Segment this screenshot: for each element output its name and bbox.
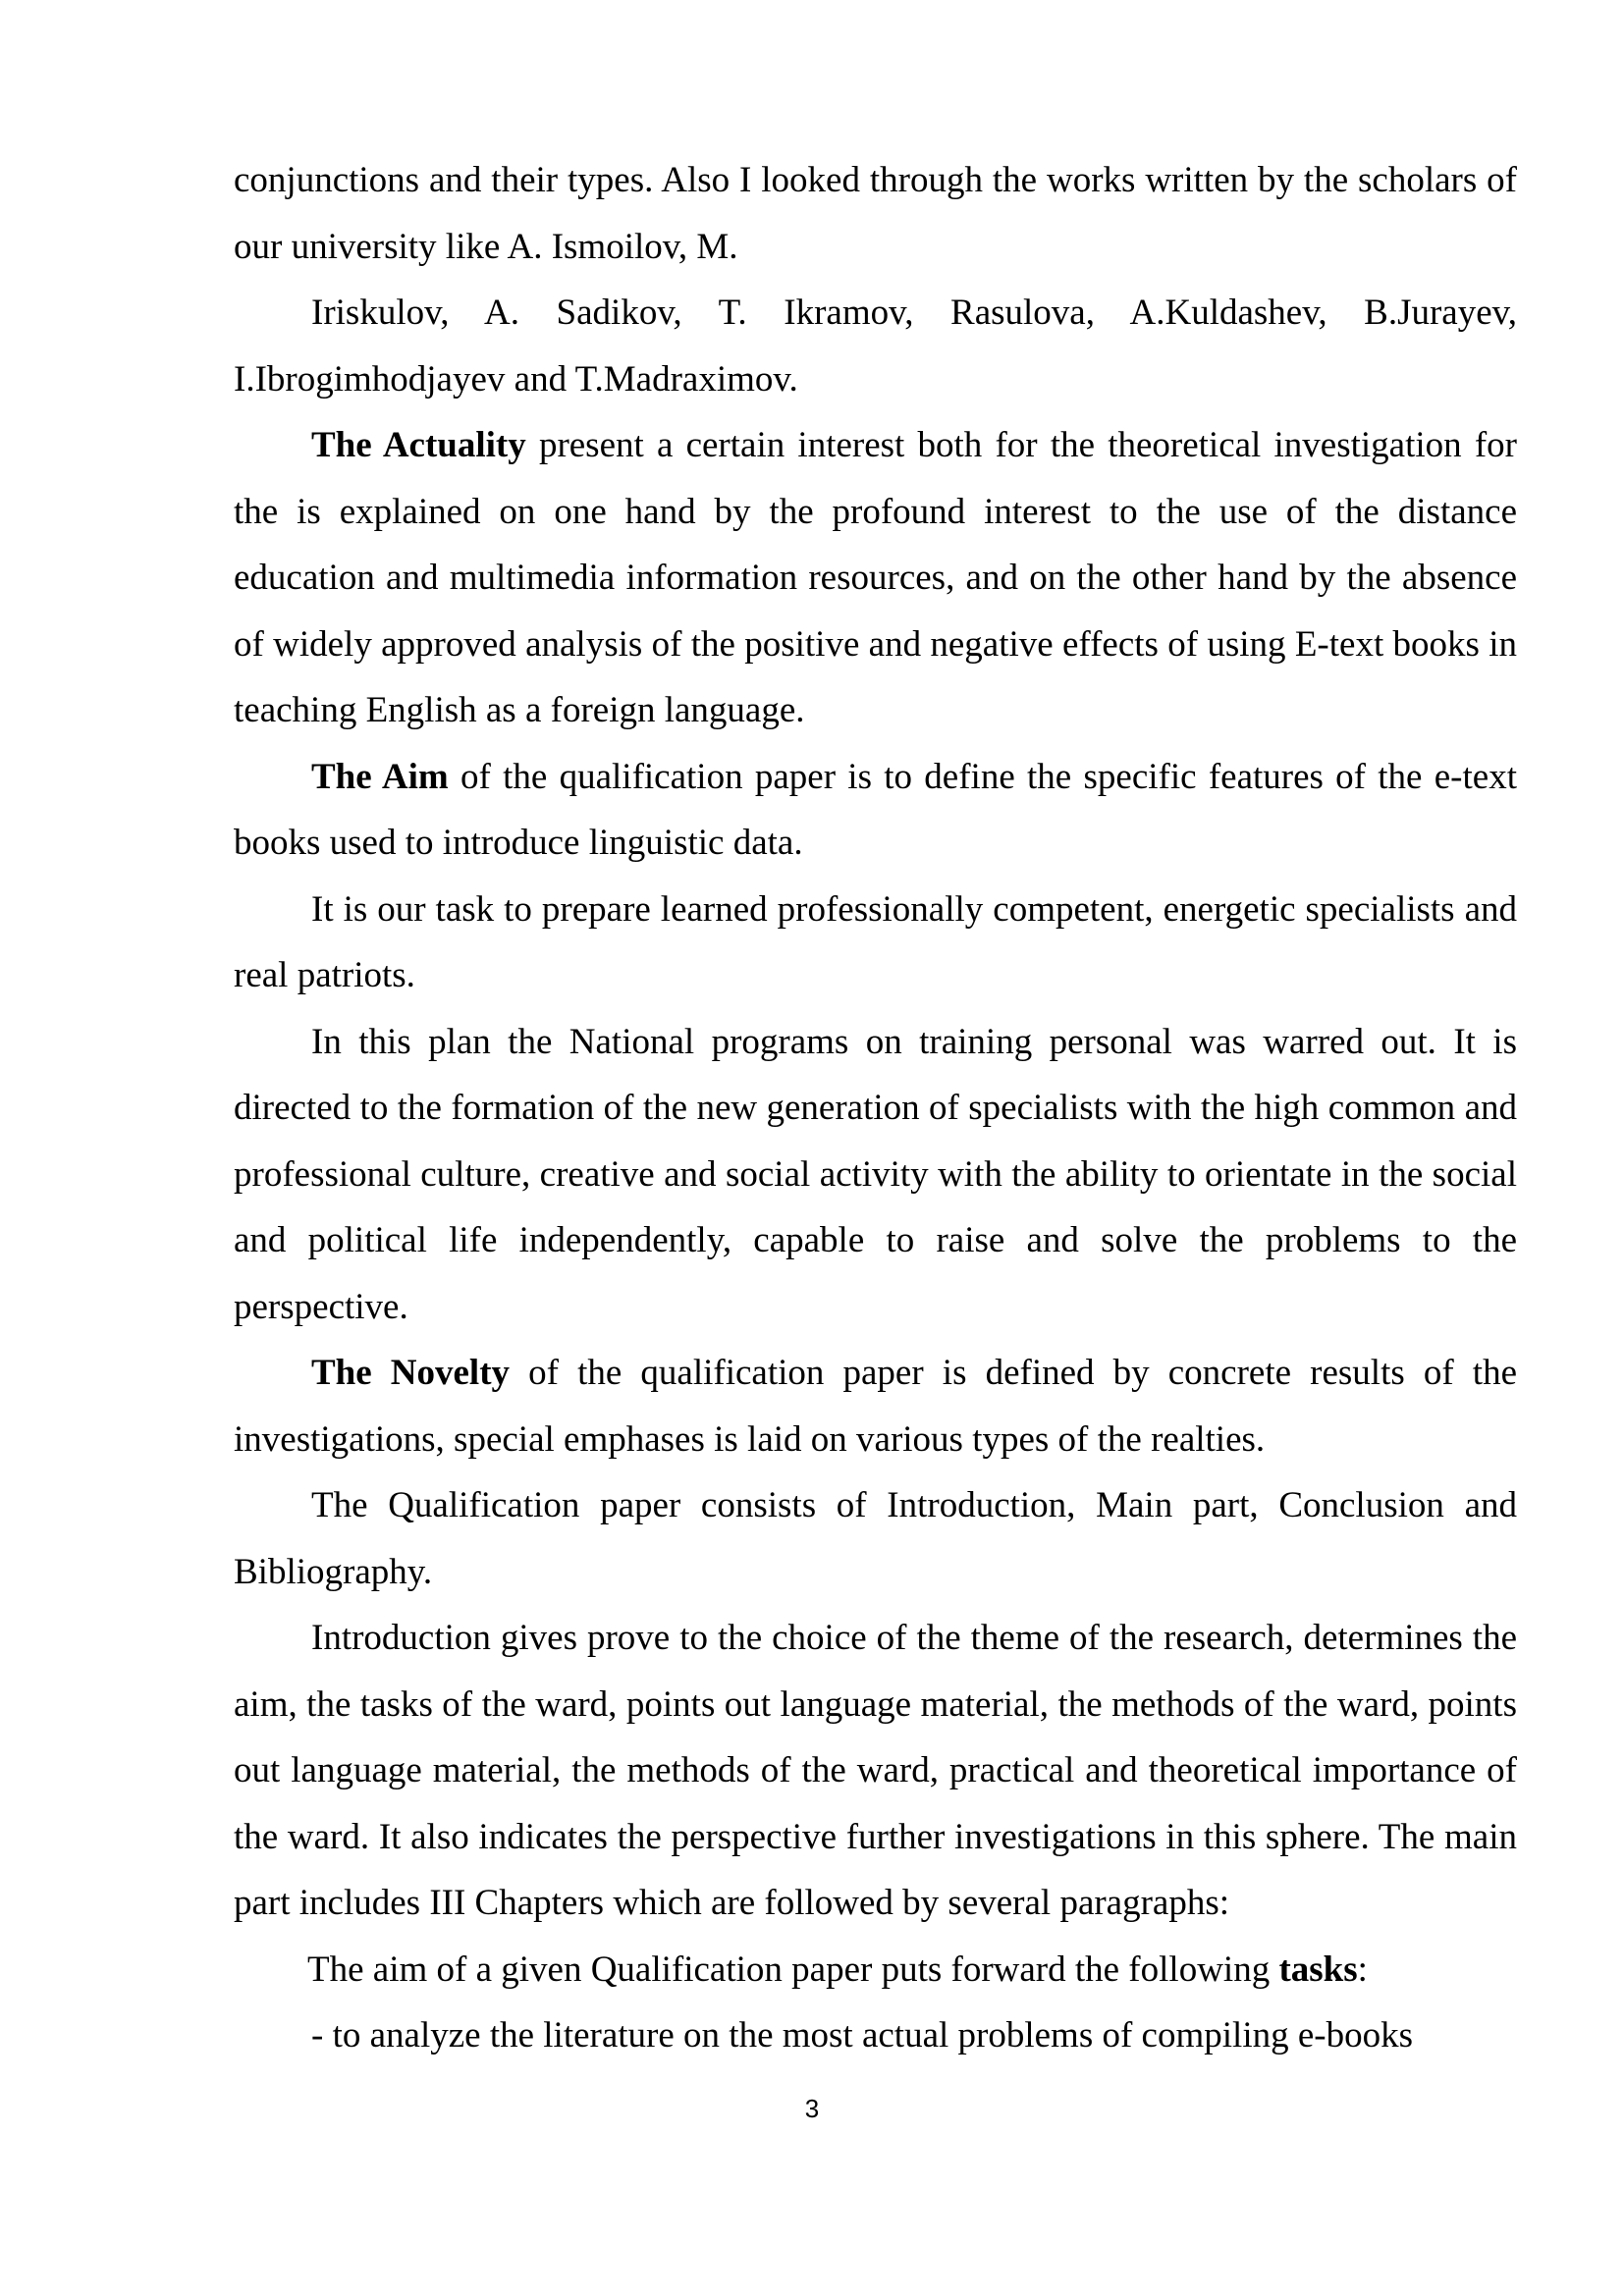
paragraph-national-programs: In this plan the National programs on training personal was warred out. It is directed to the formation of the new generation of specialists with the high common and professional culture, creative and social activity with the ability to orientate in the social and political life independently, capable to raise and solve the problems to the perspective. <box>234 1021 1517 1327</box>
paragraph-structure: The Qualification paper consists of Introduction, Main part, Conclusion and Bibliography. <box>234 1485 1517 1592</box>
page-number: 3 <box>804 2094 820 2123</box>
paragraph-task: It is our task to prepare learned professionally competent, energetic specialists and real patriots. <box>234 888 1517 995</box>
paragraph-scholars: conjunctions and their types. Also I looked through the works written by the scholars of our university like A. Ismoilov, M. <box>234 160 1517 267</box>
paragraph-novelty: The Novelty of the qualification paper is defined by concrete results of the investigations, special emphases is laid on various types of the realties. <box>234 1353 1517 1460</box>
paragraph-aim: The Aim of the qualification paper is to define the specific features of the e-text books used to introduce linguistic data. <box>234 756 1517 863</box>
body-text <box>234 147 1517 2069</box>
novelty-heading: The Novelty <box>311 1353 511 1393</box>
list-item-task-1: - to analyze the literature on the most actual problems of compiling e-books <box>311 2015 1413 2056</box>
paragraph-introduction: Introduction gives prove to the choice of the theme of the research, determines the aim, the tasks of the ward, points out language material, the methods of the ward, points out language material, the methods of the ward, practical and theoretical importance of the ward. It also indicates the perspective further investigations in this sphere. The main part includes III Chapters which are followed by several paragraphs: <box>234 1618 1517 1923</box>
aim-heading: The Aim <box>311 756 449 797</box>
tasks-keyword: tasks <box>1278 1949 1358 1990</box>
paragraph-actuality: The Actuality present a certain interest both for the theoretical investigation for the is explained on one hand by the profound interest to the use of the distance education and multimedia information resources, and on the other hand by the absence of widely approved analysis of the positive and negative effects of using E-text books in teaching English as a foreign language. <box>234 425 1517 730</box>
paragraph-tasks-intro: The aim of a given Qualification paper puts forward the following tasks: <box>307 1949 1368 1990</box>
paragraph-scholar-names: Iriskulov, A. Sadikov, T. Ikramov, Rasulova, A.Kuldashev, B.Jurayev, I.Ibrogimhodjayev and T.Madraximov. <box>234 293 1517 400</box>
actuality-heading: The Actuality <box>311 425 526 465</box>
